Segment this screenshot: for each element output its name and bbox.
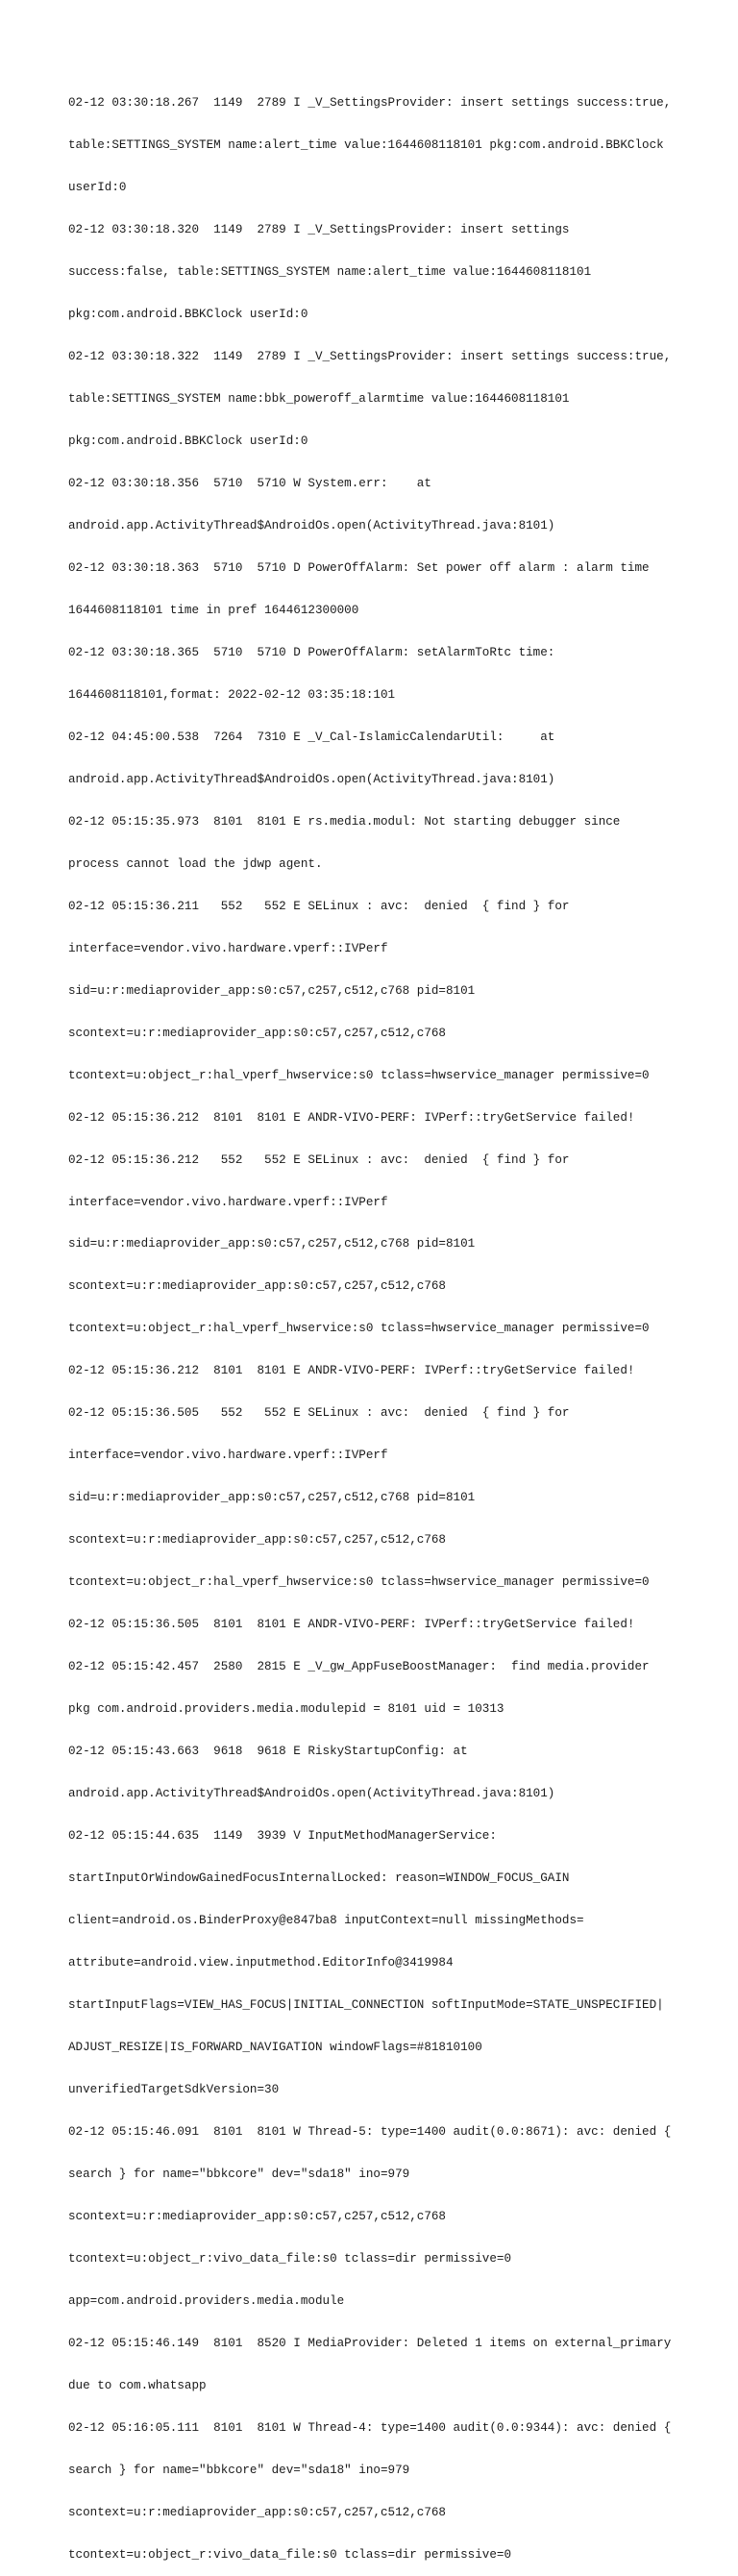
log-line: 02-12 03:30:18.267 1149 2789 I _V_SettingsProvider: insert settings success:true, (68, 96, 672, 111)
log-line: tcontext=u:object_r:vivo_data_file:s0 tclass=dir permissive=0 (68, 2547, 512, 2562)
log-line: 02-12 03:30:18.320 1149 2789 I _V_SettingsProvider: insert settings (68, 223, 570, 237)
log-line: table:SETTINGS_SYSTEM name:bbk_poweroff_alarmtime value:1644608118101 (68, 392, 570, 407)
log-line: 02-12 05:15:36.505 8101 8101 E ANDR-VIVO-PERF: IVPerf::tryGetService failed! (68, 1618, 635, 1632)
log-line: 02-12 05:15:36.505 552 552 E SELinux : avc: denied { find } for (68, 1406, 570, 1421)
log-line: ADJUST_RESIZE|IS_FORWARD_NAVIGATION windowFlags=#81810100 (68, 2040, 482, 2054)
log-line: 02-12 03:30:18.363 5710 5710 D PowerOffAlarm: Set power off alarm : alarm time (68, 560, 650, 575)
log-line: scontext=u:r:mediaprovider_app:s0:c57,c257,c512,c768 (68, 1533, 446, 1548)
log-line: 02-12 03:30:18.322 1149 2789 I _V_SettingsProvider: insert settings success:true, (68, 350, 672, 364)
log-line: android.app.ActivityThread$AndroidOs.open(ActivityThread.java:8101) (68, 519, 555, 533)
log-line: tcontext=u:object_r:hal_vperf_hwservice:s0 tclass=hwservice_manager permissive=0 (68, 1068, 650, 1082)
log-line: 1644608118101 time in pref 1644612300000 (68, 603, 359, 617)
log-line: 02-12 05:15:42.457 2580 2815 E _V_gw_AppFuseBoostManager: find media.provider (68, 1660, 650, 1674)
log-line: 02-12 05:15:44.635 1149 3939 V InputMethodManagerService: (68, 1829, 497, 1844)
log-line: search } for name="bbkcore" dev="sda18" ino=979 (68, 2167, 410, 2181)
log-line: process cannot load the jdwp agent. (68, 856, 323, 871)
log-line: startInputFlags=VIEW_HAS_FOCUS|INITIAL_CONNECTION softInputMode=STATE_UNSPECIFIED| (68, 1997, 664, 2012)
log-line: attribute=android.view.inputmethod.EditorInfo@3419984 (68, 1955, 454, 1969)
log-line: interface=vendor.vivo.hardware.vperf::IVPerf (68, 1195, 388, 1209)
log-document (68, 68, 683, 2576)
log-line: tcontext=u:object_r:hal_vperf_hwservice:s0 tclass=hwservice_manager permissive=0 (68, 1575, 650, 1590)
log-line: android.app.ActivityThread$AndroidOs.open(ActivityThread.java:8101) (68, 772, 555, 786)
log-line: 02-12 05:15:35.973 8101 8101 E rs.media.modul: Not starting debugger since (68, 814, 621, 829)
log-line: 02-12 05:15:36.212 552 552 E SELinux : avc: denied { find } for (68, 1152, 570, 1167)
log-line: 02-12 05:16:05.111 8101 8101 W Thread-4: type=1400 audit(0.0:9344): avc: denied { (68, 2420, 672, 2435)
log-line: tcontext=u:object_r:vivo_data_file:s0 tclass=dir permissive=0 (68, 2251, 512, 2266)
log-line: success:false, table:SETTINGS_SYSTEM name:alert_time value:1644608118101 (68, 265, 592, 280)
log-line: startInputOrWindowGainedFocusInternalLocked: reason=WINDOW_FOCUS_GAIN (68, 1871, 570, 1885)
log-line: 1644608118101,format: 2022-02-12 03:35:18:101 (68, 687, 396, 702)
log-line: due to com.whatsapp (68, 2378, 207, 2392)
log-line: scontext=u:r:mediaprovider_app:s0:c57,c257,c512,c768 (68, 1279, 446, 1294)
log-line: 02-12 04:45:00.538 7264 7310 E _V_Cal-IslamicCalendarUtil: at (68, 730, 555, 744)
log-line: sid=u:r:mediaprovider_app:s0:c57,c257,c512,c768 pid=8101 (68, 1237, 476, 1251)
log-line: table:SETTINGS_SYSTEM name:alert_time value:1644608118101 pkg:com.android.BBKClock (68, 138, 664, 153)
log-line: 02-12 03:30:18.356 5710 5710 W System.err: at (68, 477, 431, 491)
log-line: pkg com.android.providers.media.modulepid = 8101 uid = 10313 (68, 1702, 504, 1717)
log-line: sid=u:r:mediaprovider_app:s0:c57,c257,c512,c768 pid=8101 (68, 983, 476, 998)
log-line: 02-12 03:30:18.365 5710 5710 D PowerOffAlarm: setAlarmToRtc time: (68, 645, 555, 659)
log-line: pkg:com.android.BBKClock userId:0 (68, 308, 308, 322)
log-line: tcontext=u:object_r:hal_vperf_hwservice:s0 tclass=hwservice_manager permissive=0 (68, 1322, 650, 1336)
log-line: pkg:com.android.BBKClock userId:0 (68, 434, 308, 449)
log-line: userId:0 (68, 181, 127, 195)
log-line: 02-12 05:15:36.211 552 552 E SELinux : avc: denied { find } for (68, 899, 570, 913)
log-line: 02-12 05:15:46.091 8101 8101 W Thread-5: type=1400 audit(0.0:8671): avc: denied { (68, 2124, 672, 2139)
log-line: scontext=u:r:mediaprovider_app:s0:c57,c257,c512,c768 (68, 1026, 446, 1040)
log-line: scontext=u:r:mediaprovider_app:s0:c57,c257,c512,c768 (68, 2505, 446, 2519)
log-line: interface=vendor.vivo.hardware.vperf::IVPerf (68, 1449, 388, 1463)
log-line: app=com.android.providers.media.module (68, 2293, 345, 2308)
log-line: client=android.os.BinderProxy@e847ba8 inputContext=null missingMethods= (68, 1913, 584, 1927)
log-line: interface=vendor.vivo.hardware.vperf::IVPerf (68, 941, 388, 955)
log-line: unverifiedTargetSdkVersion=30 (68, 2082, 280, 2096)
log-line: 02-12 05:15:36.212 8101 8101 E ANDR-VIVO-PERF: IVPerf::tryGetService failed! (68, 1364, 635, 1378)
log-line: android.app.ActivityThread$AndroidOs.open(ActivityThread.java:8101) (68, 1787, 555, 1801)
log-line: 02-12 05:15:46.149 8101 8520 I MediaProvider: Deleted 1 items on external_primary (68, 2336, 672, 2350)
log-line: 02-12 05:15:43.663 9618 9618 E RiskyStartupConfig: at (68, 1745, 468, 1759)
log-line: 02-12 05:15:36.212 8101 8101 E ANDR-VIVO-PERF: IVPerf::tryGetService failed! (68, 1110, 635, 1125)
log-line: sid=u:r:mediaprovider_app:s0:c57,c257,c512,c768 pid=8101 (68, 1491, 476, 1505)
log-line: search } for name="bbkcore" dev="sda18" ino=979 (68, 2463, 410, 2477)
log-line: scontext=u:r:mediaprovider_app:s0:c57,c257,c512,c768 (68, 2209, 446, 2223)
